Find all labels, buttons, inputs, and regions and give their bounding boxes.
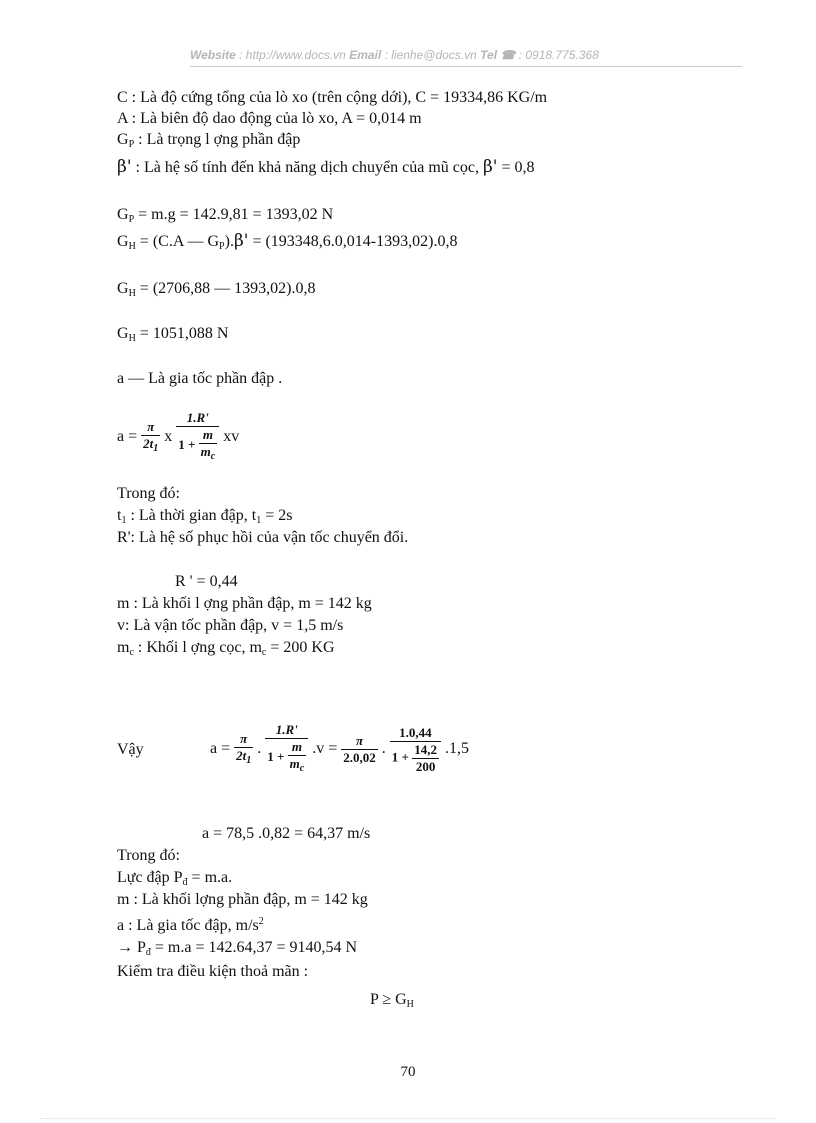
text-line: $P \ge G_H$ — [370, 991, 414, 1010]
footer-divider — [40, 1118, 776, 1119]
text-line: Kiểm tra điều kiện thoả mãn : — [117, 963, 309, 980]
text-line: $t_1$ : Là thời gian đập, $t_1 = 2s$ — [117, 507, 293, 526]
text-line: $G_P = m.g = 142.9,81 = 1393,02$ N — [117, 206, 334, 225]
fraction-pi-2t: $\frac{\pi}{2t_1}$ — [141, 419, 160, 457]
text-line: Lực đập $P_đ = m.a$. — [117, 869, 233, 888]
fraction-pi-numeric: $\frac{\pi}{2.0,02}$ — [343, 733, 376, 765]
page-number: 70 — [400, 1064, 416, 1080]
text-line: R': Là hệ số phục hồi của vận tốc chuyển đổi. — [117, 529, 409, 546]
header-divider — [190, 66, 742, 67]
text-line: β' : Là hệ số tính đến khả năng dịch chuyển của mũ cọc, β' = 0,8 — [117, 157, 535, 177]
text-line: $G_H = (2706,88$ — 1393,02).0,8 — [117, 280, 316, 299]
text-line: $G_H = (C.A$ — $G_P).\beta' = (193348,6.0,014-1393,02).0,8$ — [117, 231, 458, 252]
fraction-restitution: 1.R' 1 + $\frac{m}{m_c}$ — [176, 410, 219, 465]
text-line: → $P_đ = m.a = 142.64,37 = 9140,54$ N — [117, 939, 358, 958]
page-header: Website : http://www.docs.vn Email : lienhe@docs.vn Tel ☎ : 0918.775.368 — [190, 48, 599, 62]
text-line: m : Là khối lợng phần đập, m = 142 kg — [117, 891, 368, 908]
formula-acceleration-substituted: a = $\frac{\pi}{2t_1}$ . 1.R' 1 + $\frac{m}{m_c}$ .v = $\frac{\pi}{2.0,02}$ . 1.0,44 1 + $\frac{14,2}{200}$ .1,5 — [210, 722, 469, 777]
text-line: a : Là gia tốc đập, $m/s^2$ — [117, 916, 264, 934]
fraction-pi-2t: $\frac{\pi}{2t_1}$ — [234, 731, 253, 769]
fraction-restitution-numeric: 1.0,44 1 + $\frac{14,2}{200}$ — [390, 725, 441, 775]
text-line: Trong đó: — [117, 485, 180, 502]
text-line: R ' = 0,44 — [175, 573, 238, 590]
text-line: m : Là khối l ợng phần đập, m = 142 kg — [117, 595, 372, 612]
text-line: a = 78,5 .0,82 = 64,37 m/s — [202, 825, 371, 842]
formula-acceleration: a = $\frac{\pi}{2t_1}$ x 1.R' 1 + $\frac{m}{m_c}$ xv — [117, 410, 239, 465]
text-line: Vậy — [117, 741, 144, 758]
fraction-restitution: 1.R' 1 + $\frac{m}{m_c}$ — [265, 722, 308, 777]
text-line: v: Là vận tốc phần đập, v = 1,5 m/s — [117, 617, 344, 634]
text-line: A : Là biên độ dao động của lò xo, A = 0,014 m — [117, 110, 422, 127]
text-line: $m_c$ : Khối l ợng cọc, $m_c = 200$ KG — [117, 639, 335, 658]
text-line: $G_H = 1051,088$ N — [117, 325, 229, 344]
text-line: C : Là độ cứng tổng của lò xo (trên cộng dới), C = 19334,86 KG/m — [117, 89, 548, 106]
text-line: $G_P$ : Là trọng l ợng phần đập — [117, 131, 301, 150]
text-line: Trong đó: — [117, 847, 180, 864]
arrow-right-icon: → — [117, 939, 133, 956]
text-line: a — Là gia tốc phần đập . — [117, 370, 283, 387]
